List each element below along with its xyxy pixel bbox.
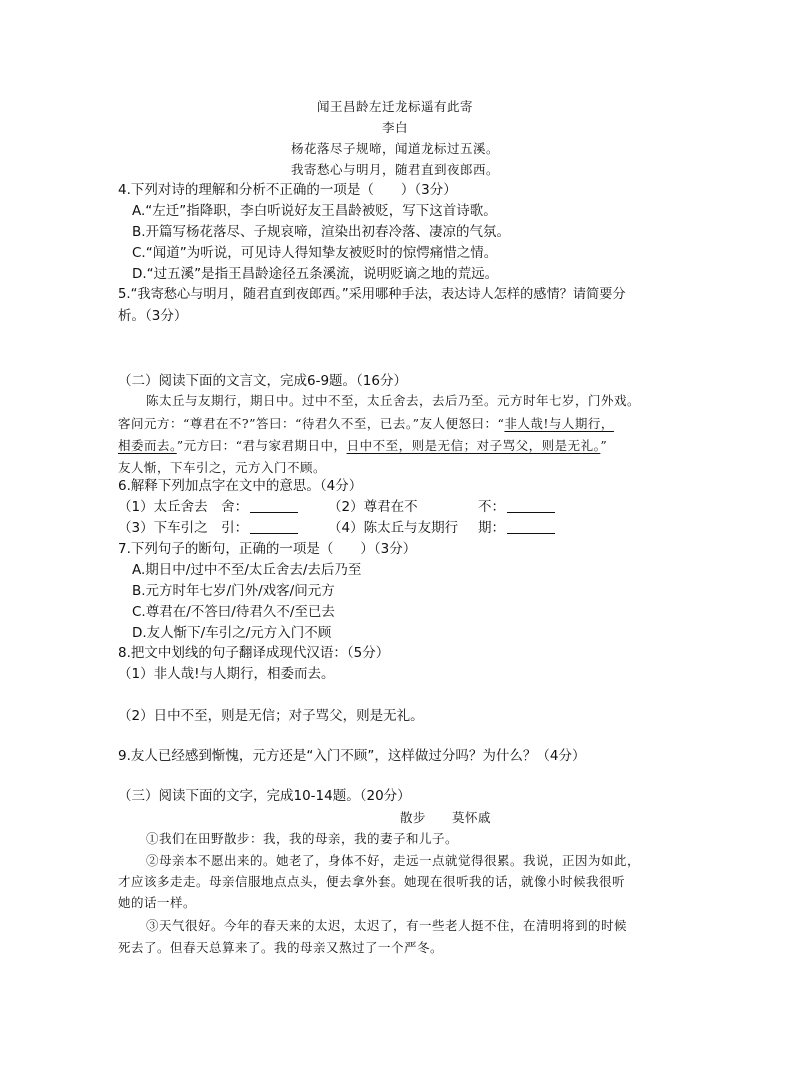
essay-paragraph-1: ①我们在田野散步：我，我的母亲，我的妻子和儿子。 — [146, 831, 459, 846]
question-6-item-2-answer — [478, 497, 555, 517]
poem-author: 李白 — [381, 120, 408, 135]
essay-paragraph-2-line-2: 才应该多走走。母亲信服地点点头，便去拿外套。她现在很听我的话，就像小时候我很听 — [118, 874, 626, 889]
question-6-item-2: （2）尊君在不 — [328, 499, 418, 515]
underlined-sentence-1a: 非人哉!与人期行， — [504, 416, 614, 431]
question-6-item-3-label: （3）下车引之 引： — [118, 520, 249, 536]
section-2-heading: （二）阅读下面的文言文，完成6-9题。（16分） — [118, 373, 407, 389]
question-8-stem: 8.把文中划线的句子翻译成现代汉语：（5分） — [118, 645, 390, 661]
classical-text-segment: 客问元方：“尊君在不?”答曰：“待君久不至，已去。”友人便怒曰：“ — [118, 416, 505, 431]
question-7-stem: 7.下列句子的断句，正确的一项是（ ）（3分） — [118, 541, 417, 557]
question-8-item-2: （2）日中不至，则是无信；对子骂父，则是无礼。 — [118, 708, 424, 724]
classical-text-line-4: 友人惭，下车引之，元方入门不顾。 — [118, 460, 327, 475]
question-6-item-4-answer — [478, 518, 555, 538]
question-6-item-1 — [118, 497, 298, 517]
question-6-item-1-label: （1）太丘舍去 舍： — [118, 499, 249, 515]
question-9-stem: 9.友人已经感到惭愧，元方还是“入门不顾”，这样做过分吗？为什么？（4分） — [118, 748, 586, 764]
essay-paragraph-2-line-1: ②母亲本不愿出来的。她老了，身体不好，走远一点就觉得很累。我说，正因为如此， — [146, 853, 641, 868]
question-7-option-b: B.元方时年七岁/门外/戏客/问元方 — [132, 583, 335, 599]
question-6-item-2-label: 不： — [478, 499, 505, 515]
classical-text-line-2 — [118, 414, 614, 434]
question-6-item-3 — [118, 518, 298, 538]
essay-paragraph-2-line-3: 她的话一样。 — [118, 895, 197, 910]
section-3-heading: （三）阅读下面的文字，完成10-14题。（20分） — [118, 788, 411, 804]
question-7-option-a: A.期日中/过中不至/太丘舍去/去后乃至 — [132, 562, 362, 578]
classical-text-line-3 — [118, 436, 607, 456]
classical-text-line-1: 陈太丘与友期行，期日中。过中不至，太丘舍去，去后乃至。元方时年七岁，门外戏。 — [146, 393, 641, 408]
question-4-option-c: C.“闻道”为听说，可见诗人得知挚友被贬时的惊愕痛惜之情。 — [132, 245, 498, 261]
question-6-item-4-label: 期： — [478, 520, 505, 536]
poem-line-1: 杨花落尽子规啼，闻道龙标过五溪。 — [290, 141, 499, 156]
essay-paragraph-3-line-2: 死去了。但春天总算来了。我的母亲又熬过了一个严冬。 — [118, 940, 444, 955]
question-4-option-d: D.“过五溪”是指王昌龄途径五条溪流，说明贬谪之地的荒远。 — [132, 266, 499, 282]
classical-text-segment: ” — [600, 438, 608, 453]
question-6-item-4: （4）陈太丘与友期行 — [328, 520, 459, 536]
poem-line-2: 我寄愁心与明月，随君直到夜郎西。 — [290, 162, 499, 177]
answer-blank[interactable] — [250, 519, 298, 534]
underlined-sentence-2: 日中不至，则是无信；对子骂父，则是无礼。 — [346, 438, 601, 453]
essay-paragraph-3-line-1: ③天气很好。今年的春天来的太迟，太迟了，有一些老人挺不住，在清明将到的时候 — [146, 918, 628, 933]
underlined-sentence-1b: 相委而去。 — [118, 438, 177, 453]
poem-title: 闻王昌龄左迁龙标遥有此寄 — [316, 99, 473, 114]
answer-blank[interactable] — [507, 519, 555, 534]
classical-text-segment: ”元方曰：“君与家君期日中， — [176, 438, 347, 453]
question-7-option-c: C.尊君在/不答曰/待君久不/至已去 — [132, 604, 335, 620]
answer-blank[interactable] — [507, 498, 555, 513]
question-5-line-2: 析。（3分） — [118, 308, 188, 324]
answer-blank[interactable] — [250, 498, 298, 513]
question-5-line-1: 5.“我寄愁心与明月，随君直到夜郎西。”采用哪种手法，表达诗人怎样的感情？请简要分 — [118, 287, 626, 302]
question-8-item-1: （1）非人哉!与人期行，相委而去。 — [118, 666, 335, 682]
question-7-option-d: D.友人惭下/车引之/元方入门不顾 — [132, 625, 332, 641]
question-4-stem: 4.下列对诗的理解和分析不正确的一项是（ ）（3分） — [118, 182, 457, 198]
question-6-stem: 6.解释下列加点字在文中的意思。（4分） — [118, 478, 363, 494]
question-4-option-a: A.“左迁”指降职，李白听说好友王昌龄被贬，写下这首诗歌。 — [132, 203, 497, 219]
essay-title: 散步 莫怀戚 — [400, 810, 492, 825]
question-4-option-b: B.开篇写杨花落尽、子规哀啼，渲染出初春冷落、凄凉的气氛。 — [132, 224, 511, 240]
